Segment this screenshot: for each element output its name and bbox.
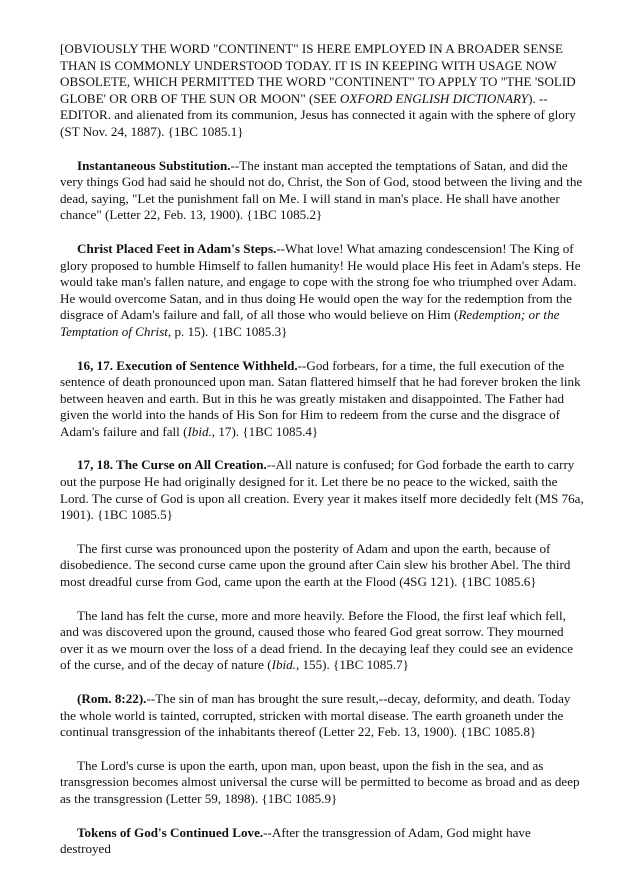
text-segment: --The instant man accepted the temptations of Satan, and did the very things God had said he should not do, Christ, the Son of God, stood between the living and the dead, saying, "Let the punishment fall on Me. I will stand in man's place. He shall have another chance" (Letter 22, Feb. 13, 1900). {1BC 1085.2} bbox=[60, 157, 583, 223]
paragraph-tokens-of-love bbox=[60, 825, 584, 858]
text-segment: The first curse was pronounced upon the posterity of Adam and upon the earth, because of disobedience. The second curse came upon the ground after Cain slew his brother Abel. The third most dreadful curse from God, came upon the earth at the Flood (4SG 121). {1BC 1085.6} bbox=[60, 540, 571, 590]
paragraph-heading: 16, 17. Execution of Sentence Withheld. bbox=[77, 357, 298, 373]
paragraph-heading: Tokens of God's Continued Love. bbox=[77, 824, 264, 840]
text-segment: The Lord's curse is upon the earth, upon man, upon beast, upon the fish in the sea, and as transgression becomes almost universal the curse will be permitted to become as broad and as deep as the transgression (Letter 59, 1898). {1BC 1085.9} bbox=[60, 757, 580, 806]
italic-citation: Ibid., bbox=[271, 657, 300, 673]
text-segment: p. 15). {1BC 1085.3} bbox=[171, 323, 288, 339]
paragraph-heading: Christ Placed Feet in Adam's Steps. bbox=[77, 240, 277, 256]
italic-citation: OXFORD ENGLISH DICTIONARY bbox=[339, 90, 529, 106]
document-page bbox=[60, 41, 584, 875]
text-segment: 17). {1BC 1085.4} bbox=[215, 423, 319, 439]
text-segment: --All nature is confused; for God forbade the earth to carry out the purpose He had originally designed for it. Let there be no peace to the wicked, saith the Lord. The curse of God is upon all creation. Every year it makes itself more decidedly felt (MS 76a, 1901). {1BC 1085.5} bbox=[60, 457, 584, 523]
text-segment: --After the transgression of Adam, God might have destroyed bbox=[60, 824, 531, 857]
paragraph-heading: (Rom. 8:22). bbox=[77, 691, 147, 706]
paragraph-execution-withheld bbox=[60, 358, 584, 441]
paragraph-land-felt-curse bbox=[60, 608, 584, 674]
paragraph-christ-placed-feet bbox=[60, 241, 584, 341]
paragraph-first-curse bbox=[60, 541, 584, 591]
text-segment: --What love! What amazing condescension! The King of glory proposed to humble Himself to fallen humanity! He would place His feet in Adam's steps. He would take man's fallen nature, and engage to cope with the strong foe who triumphed over Adam. He would overcome Satan, and in thus doing He would open the way for the redemption from the disgrace of Adam's failure and fall, of all those who would believe on Him ( bbox=[60, 240, 581, 323]
text-segment: --God forbears, for a time, the full execution of the sentence of death pronounced upon man. Satan flattered himself that he had forever broken the link between heaven and earth. But in this he was greatly mistaken and disappointed. The Father had given the world into the hands of His Son for Him to redeem from the curse and the disgrace of Adam's failure and fall ( bbox=[60, 357, 581, 439]
italic-citation: Ibid., bbox=[187, 423, 216, 439]
paragraph-heading: 17, 18. The Curse on All Creation. bbox=[77, 457, 267, 473]
paragraph-romans-8-22 bbox=[60, 691, 584, 741]
text-segment: --The sin of man has brought the sure result,--decay, deformity, and death. Today the whole world is tainted, corrupted, stricken with mortal disease. The earth groaneth under the continual transgression of the inhabitants thereof (Letter 22, Feb. 13, 1900). {1BC 1085.8} bbox=[60, 691, 571, 740]
paragraph-heading: Instantaneous Substitution. bbox=[77, 157, 231, 173]
text-segment: ). --EDITOR. and alienated from its communion, Jesus has connected it again with the sphere of glory (ST Nov. 24, 1887). {1BC 1085.1} bbox=[60, 90, 576, 139]
italic-citation: Redemption; or the Temptation of Christ, bbox=[60, 307, 560, 339]
text-segment: The land has felt the curse, more and more heavily. Before the Flood, the first leaf which fell, and was discovered upon the ground, caused those who feared God great sorrow. They mourned over it as we mourn over the loss of a dead friend. In the decaying leaf they could see an evidence of the curse, and of the decay of nature ( bbox=[60, 607, 574, 673]
text-segment: 155). {1BC 1085.7} bbox=[299, 657, 409, 673]
text-segment: [OBVIOUSLY THE WORD "CONTINENT" IS HERE EMPLOYED IN A BROADER SENSE THAN IS COMMONLY UNDERSTOOD TODAY. IT IS IN KEEPING WITH USAGE NOW OBSOLETE, WHICH PERMITTED THE WORD "CONTINENT" TO APPLY TO "THE 'SOLID GLOBE' OR ORB OF THE SUN OR MOON" (SEE bbox=[60, 41, 576, 106]
paragraph-editor-note bbox=[60, 41, 584, 141]
paragraph-lords-curse bbox=[60, 758, 584, 808]
paragraph-instantaneous-substitution bbox=[60, 158, 584, 224]
paragraph-curse-on-creation bbox=[60, 457, 584, 523]
